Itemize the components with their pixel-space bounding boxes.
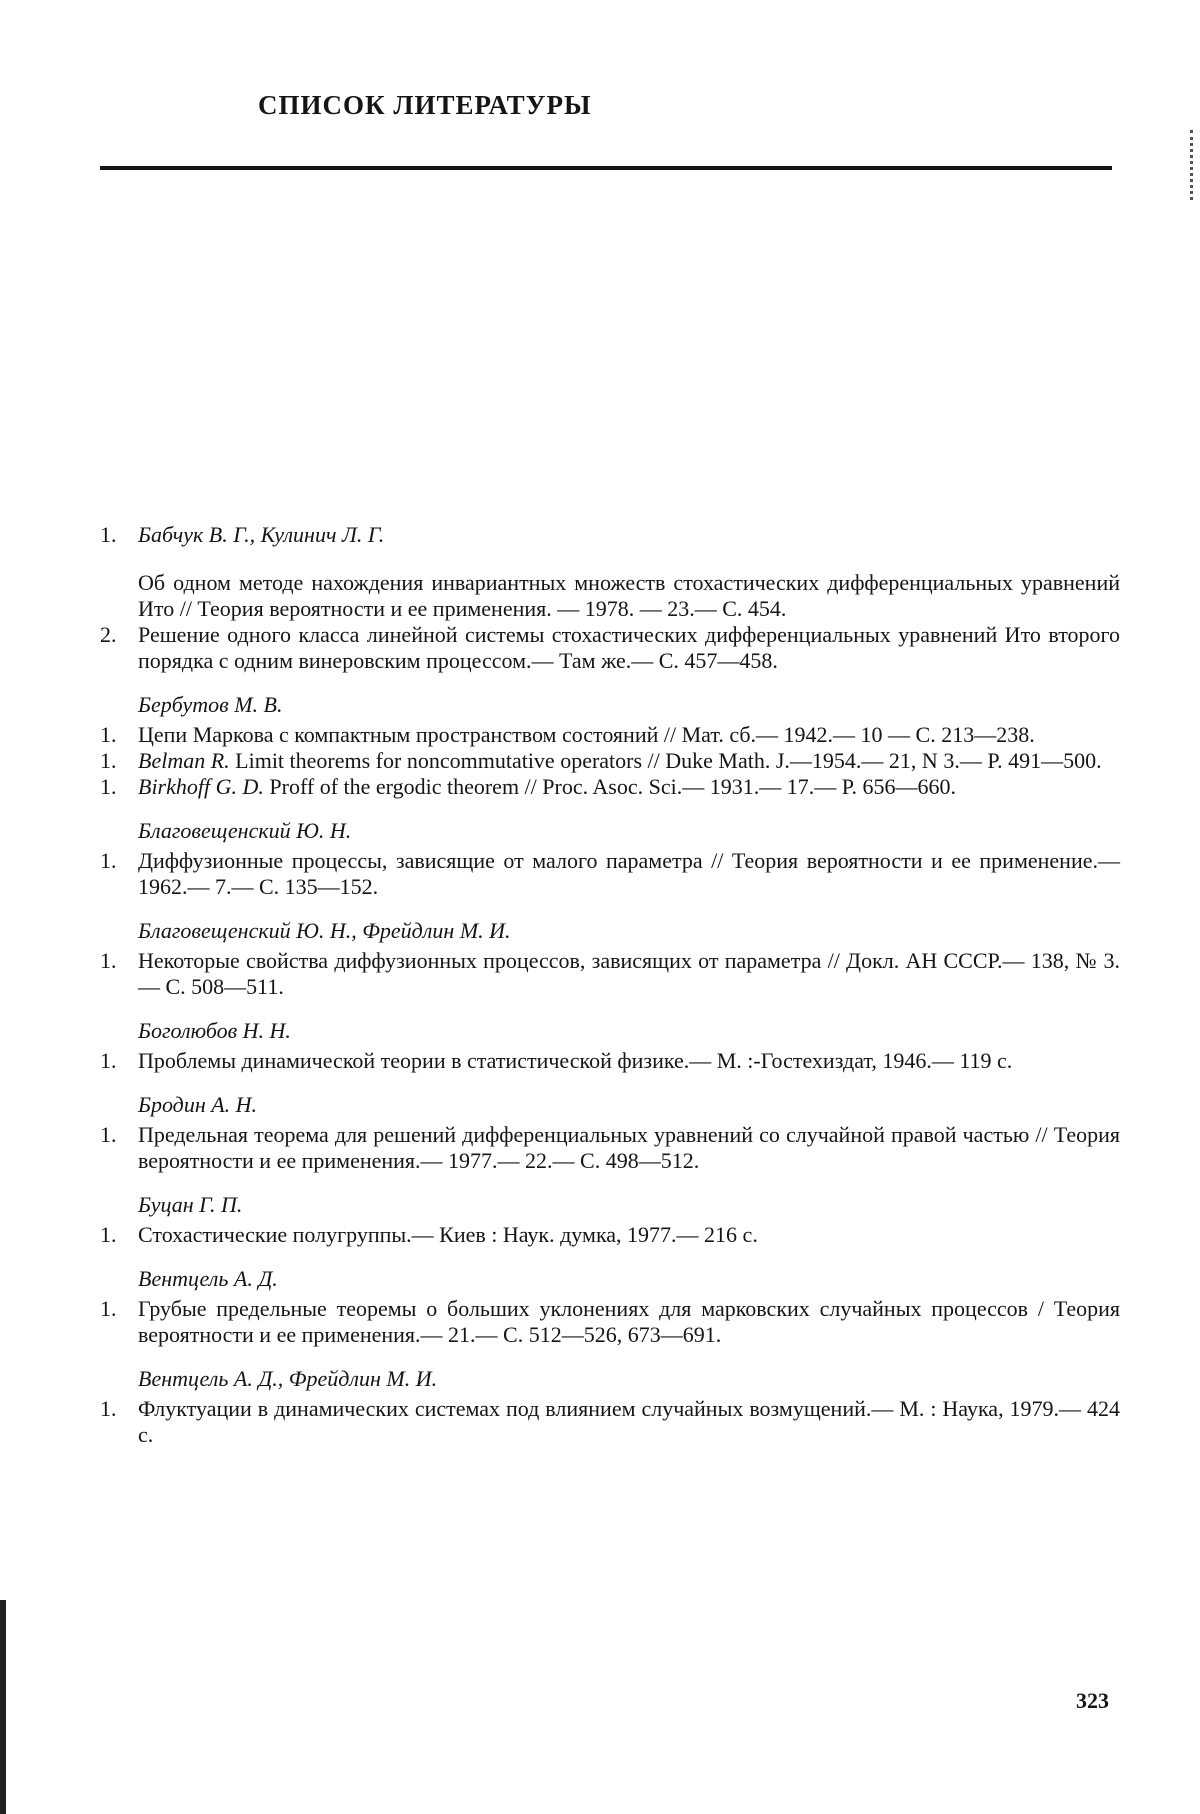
reference-text: Предельная теорема для решений дифференциальных уравнений со случайной правой частью // Теория вероятности и ее применения.— 1977.— 22.— С. 498—512. (138, 1122, 1120, 1173)
reference-entry (100, 948, 1120, 1000)
page-title: СПИСОК ЛИТЕРАТУРЫ (258, 90, 592, 120)
reference-author: Бербутов М. В. (138, 692, 283, 717)
reference-author: Буцан Г. П. (138, 1192, 243, 1217)
reference-number: 1. (100, 774, 117, 799)
title-rule (100, 166, 1112, 170)
reference-author-name: Бабчук В. Г., Кулинич Л. Г. (138, 522, 385, 547)
reference-list (100, 522, 1120, 1448)
reference-text: Проблемы динамической теории в статистической физике.— М. :-Гостехиздат, 1946.— 119 с. (138, 1048, 1013, 1073)
reference-text: Диффузионные процессы, зависящие от малого параметра // Теория вероятности и ее применение.— 1962.— 7.— С. 135—152. (138, 848, 1120, 899)
reference-text: Proff of the ergodic theorem // Proc. Asoc. Sci.— 1931.— 17.— P. 656—660. (269, 774, 957, 799)
reference-author: Боголюбов Н. Н. (138, 1018, 291, 1043)
reference-text: Грубые предельные теоремы о больших уклонениях для марковских случайных процессов / Теория вероятности и ее применения.— 21.— С. 512—526, 673—691. (138, 1296, 1120, 1347)
reference-text: Limit theorems for noncommutative operators // Duke Math. J.—1954.— 21, N 3.— P. 491—500. (235, 748, 1102, 773)
scan-margin-mark (0, 1600, 6, 1814)
reference-number: 1. (100, 522, 117, 547)
reference-entry (100, 1296, 1120, 1348)
reference-number: 1. (100, 1122, 117, 1147)
scan-margin-dots (1190, 130, 1196, 200)
reference-entry (100, 1222, 1120, 1248)
reference-author: Вентцель А. Д., Фрейдлин М. И. (138, 1366, 438, 1391)
reference-author: Бродин А. Н. (138, 1092, 258, 1117)
reference-number: 2. (100, 622, 117, 647)
reference-text: Некоторые свойства диффузионных процессов, зависящих от параметра // Докл. АН СССР.— 138, № 3.— С. 508—511. (138, 948, 1120, 999)
reference-author: Благовещенский Ю. Н. (138, 818, 352, 843)
reference-number: 1. (100, 1048, 117, 1073)
reference-text: Об одном методе нахождения инвариантных множеств стохастических дифференциальных уравнений Ито // Теория вероятности и ее применения. — 1978. — 23.— С. 454. (138, 570, 1120, 621)
reference-number: 1. (100, 1296, 117, 1321)
reference-text: Решение одного класса линейной системы стохастических дифференциальных уравнений Ито второго порядка с одним винеровским процессом.— Там же.— С. 457—458. (138, 622, 1120, 673)
reference-entry (100, 748, 1120, 774)
reference-author-name: Birkhoff G. D. (138, 774, 264, 799)
reference-text: Стохастические полугруппы.— Киев : Наук. думка, 1977.— 216 с. (138, 1222, 758, 1247)
reference-number: 1. (100, 848, 117, 873)
reference-number: 1. (100, 748, 117, 773)
reference-entry (100, 1048, 1120, 1074)
reference-entry (100, 570, 1120, 622)
reference-text: Цепи Маркова с компактным пространством состояний // Мат. сб.— 1942.— 10 — С. 213—238. (138, 722, 1035, 747)
reference-entry (100, 1122, 1120, 1174)
reference-author-name: Belman R. (138, 748, 230, 773)
reference-entry (100, 1396, 1120, 1448)
reference-author: Благовещенский Ю. Н., Фрейдлин М. И. (138, 918, 511, 943)
reference-number: 1. (100, 1396, 117, 1421)
reference-entry (100, 848, 1120, 900)
reference-number: 1. (100, 1222, 117, 1247)
reference-author (100, 522, 1120, 548)
reference-entry (100, 722, 1120, 748)
reference-text: Флуктуации в динамических системах под влиянием случайных возмущений.— М. : Наука, 1979.— 424 с. (138, 1396, 1120, 1447)
page-number: 323 (1076, 1688, 1109, 1713)
reference-entry (100, 774, 1120, 800)
reference-number: 1. (100, 722, 117, 747)
reference-author: Вентцель А. Д. (138, 1266, 278, 1291)
reference-entry (100, 622, 1120, 674)
reference-number: 1. (100, 948, 117, 973)
